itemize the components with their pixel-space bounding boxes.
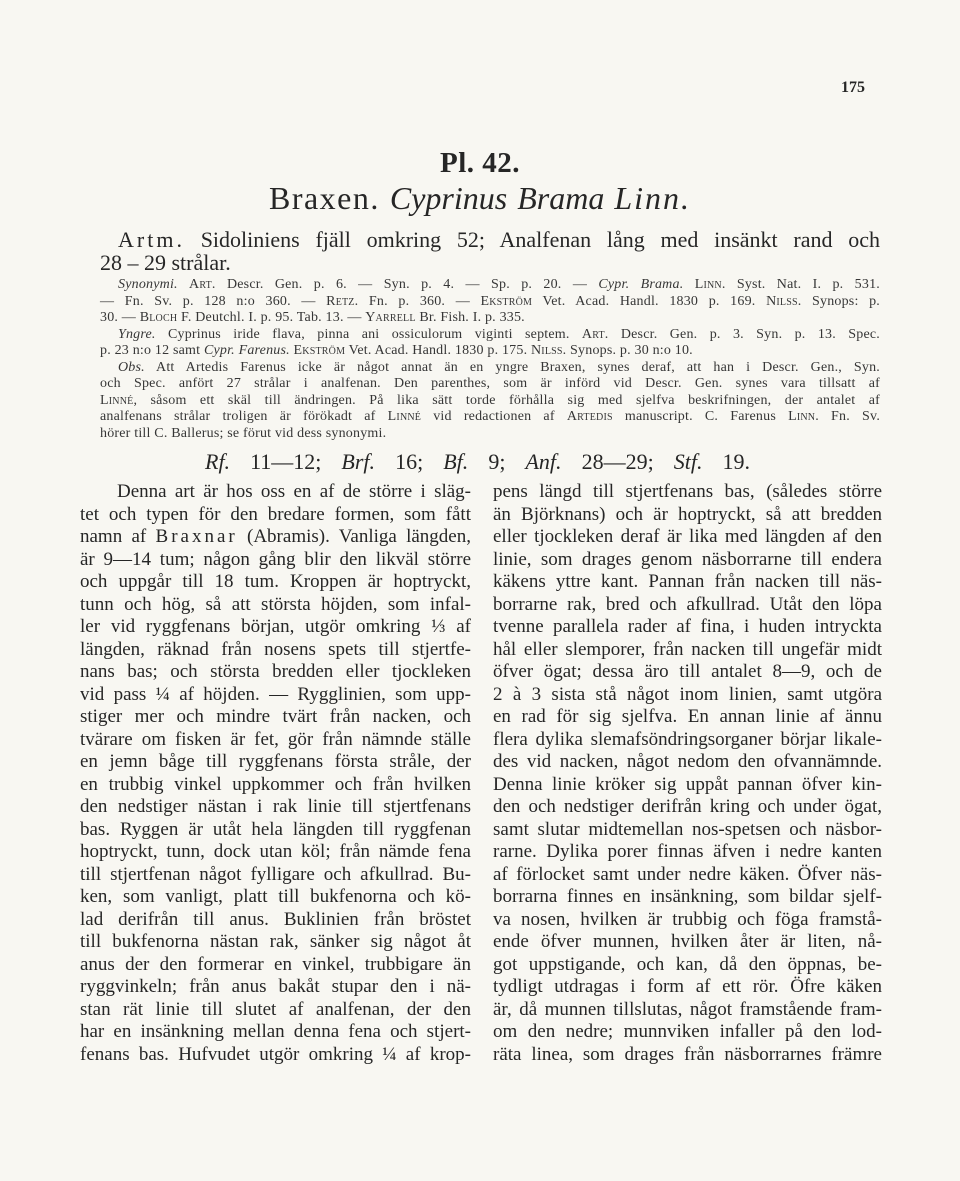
synonymy-line: hörer till C. Ballerus; se förut vid dess synonymi. bbox=[100, 425, 387, 441]
left-column-line: tunn och hög, så att största höjden, som infal- bbox=[80, 593, 471, 615]
italic-run: Cypr. Brama. bbox=[598, 277, 684, 292]
synonymy-line bbox=[100, 393, 880, 410]
right-column-line: samt slutar midtemellan nos-spetsen och näsbor- bbox=[493, 818, 882, 840]
text-run: 30. — bbox=[100, 310, 140, 325]
left-column-line: ryggvinkeln; från anus bakåt stupar den i nä- bbox=[80, 976, 471, 997]
text-run: Fn. p. 360. — bbox=[358, 293, 481, 309]
text-run bbox=[178, 277, 189, 292]
right-column-line: räta linea, som drages från näsborrarnes främre bbox=[493, 1043, 882, 1065]
page-number: 175 bbox=[841, 79, 865, 96]
left-column-line: bas. Ryggen är utåt hela längden till ryggfenan bbox=[80, 818, 471, 840]
text-run: — Fn. Sv. p. 128 n:o 360. — bbox=[100, 293, 327, 309]
text-run: Syst. Nat. I. p. 531. bbox=[725, 277, 880, 292]
left-column-line: den nedstiger nästan i rak linie till stjertfenans bbox=[80, 796, 471, 817]
left-column-line: Denna art är hos oss en af de större i släg- bbox=[117, 481, 471, 502]
small-caps-run: Linn. bbox=[788, 409, 819, 424]
right-column-line: va nosen, hvilken är trubbig och föga framstå- bbox=[493, 908, 882, 930]
left-column-line: ken, som vanligt, platt till bukfenorna och kö- bbox=[80, 886, 471, 907]
text-run: manuscript. C. Farenus bbox=[612, 409, 789, 424]
small-caps-run: Artedis bbox=[566, 409, 613, 424]
right-text-column bbox=[493, 481, 882, 1066]
text-run: namn af bbox=[80, 526, 156, 547]
synonymy-line bbox=[100, 310, 880, 327]
right-column-line: den och nedstiger derifrån kring och under ögat, bbox=[493, 796, 882, 817]
right-column-line: om den nedre; munnviken infaller på den lod- bbox=[493, 1021, 882, 1042]
fin-formula bbox=[205, 450, 750, 474]
text-run: 11—12; bbox=[230, 449, 342, 474]
left-column-line: nans bas; och största bredden eller tjockleken bbox=[80, 661, 471, 682]
text-run: Vet. Acad. Handl. 1830 p. 169. bbox=[532, 293, 767, 309]
small-caps-run: Linné bbox=[100, 392, 134, 408]
text-run: , såsom ett skäl till ändringen. På lika sätt torde förhålla sig med sjelfva beskrifningen, der antalet af bbox=[133, 392, 880, 408]
text-run: Fn. Sv. bbox=[818, 409, 881, 424]
synonymy-line bbox=[100, 360, 880, 377]
left-column-line: stiger mer och mindre tvärt från nacken, och bbox=[80, 706, 471, 727]
left-column-line: en trubbig vinkel uppkommer och från hvilken bbox=[80, 773, 471, 795]
right-column-line: borrarna finnes en insänkning, som bildar sjelf- bbox=[493, 886, 882, 907]
italic-run: Brf. bbox=[341, 449, 376, 474]
small-caps-run: Bloch bbox=[139, 310, 178, 325]
small-caps-run: Linn. bbox=[694, 277, 726, 292]
left-column-line: hoptryckt, tunn, dock utan köl; från nämde fena bbox=[80, 841, 471, 862]
small-caps-run: Ekström bbox=[480, 293, 533, 309]
left-column-line: till bukfenorna nästan rak, sänker sig något åt bbox=[80, 931, 471, 952]
italic-run: Yngre. bbox=[118, 326, 156, 342]
left-column-line: vid pass ¼ af höjden. — Rygglinien, som upp- bbox=[80, 683, 471, 705]
italic-run: Synonymi. bbox=[118, 277, 178, 292]
synonymy-line bbox=[100, 343, 880, 360]
text-run: 28—29; bbox=[561, 449, 674, 474]
right-column-line: got uppstigande, och kan, då den öppnas, be- bbox=[493, 953, 882, 975]
right-column-line: borrarne rak, bred och afkullrad. Utåt den löpa bbox=[493, 593, 882, 615]
authority: Linn. bbox=[614, 180, 692, 216]
plate-label: Pl. 42. bbox=[439, 147, 521, 179]
italic-run: Obs. bbox=[118, 359, 145, 375]
text-run bbox=[683, 277, 694, 292]
left-column-line: är 9—14 tum; någon gång blir den likväl större bbox=[80, 548, 471, 570]
left-column-line: till stjertfenan något fylligare och afkullrad. Bu- bbox=[80, 863, 471, 885]
small-caps-run: Yarrell bbox=[365, 310, 416, 325]
left-column-line: fenans bas. Hufvudet utgör omkring ¼ af krop- bbox=[80, 1043, 471, 1065]
spaced-run: Braxnar bbox=[155, 526, 238, 547]
text-run: vid redactionen af bbox=[421, 409, 567, 424]
text-run: Sidoliniens fjäll omkring 52; Analfenan lång med insänkt rand och bbox=[184, 227, 880, 252]
right-column-line: tydligt utdragas i form af ett rör. Öfre käken bbox=[493, 976, 882, 997]
common-name: Braxen. bbox=[268, 180, 380, 216]
synonymy-line bbox=[100, 409, 880, 426]
synonymy-line bbox=[100, 327, 880, 344]
right-column-line: hål eller slemporer, från nacken till ungefär midt bbox=[493, 638, 882, 660]
left-column-line: har en insänkning mellan denna fena och stjert- bbox=[80, 1021, 471, 1042]
synonymy-line bbox=[100, 277, 880, 294]
synonymy-line: och Spec. anfört 27 strålar i analfenan. Den parenthes, som är införd vid Descr. Gen. synes vara tillsatt af bbox=[100, 376, 880, 391]
text-run: p. 23 n:o 12 samt bbox=[100, 343, 204, 358]
right-column-line: öfver ögat; dessa äro till antalet 8—9, och de bbox=[493, 661, 882, 682]
right-column-line: än Björknans) och är hoptryckt, så att bredden bbox=[493, 503, 882, 525]
text-run: Att Artedis Farenus icke är något annat än en yngre Braxen, synes deraf, att han i Descr. Gen., Syn. bbox=[144, 359, 880, 375]
left-text-column bbox=[80, 481, 471, 1066]
italic-run: Rf. bbox=[205, 449, 231, 474]
right-column-line: flera dylika slemafsöndringsorganer börjar likale- bbox=[493, 728, 882, 750]
diagnosis-line bbox=[100, 228, 880, 251]
species-diagnosis bbox=[100, 228, 880, 274]
diagnosis-line: 28 – 29 strålar. bbox=[100, 250, 231, 275]
text-run: Synops. p. 30 n:o 10. bbox=[566, 343, 693, 358]
right-column-line: rarne. Dylika porer finnas äfven i nedre kanten bbox=[493, 841, 882, 862]
small-caps-run: Art. bbox=[189, 277, 216, 292]
italic-run: Anf. bbox=[525, 449, 562, 474]
right-column-line: en rad för sig sjelfva. En annan linie af ännu bbox=[493, 706, 882, 727]
latin-name: Cyprinus Brama bbox=[389, 180, 605, 216]
text-run: 19. bbox=[702, 449, 750, 474]
italic-run: Stf. bbox=[673, 449, 703, 474]
right-column-line: käkens yttre kant. Pannan från nacken till näs- bbox=[493, 571, 882, 592]
right-column-line: eller tjockleken deraf är lika med längden af den bbox=[493, 526, 882, 547]
left-column-line bbox=[80, 526, 471, 549]
small-caps-run: Nilss. bbox=[530, 343, 567, 358]
right-column-line: ende öfver munnen, hvilken åter är liten, nå- bbox=[493, 931, 882, 952]
left-column-line: ler vid ryggfenans början, utgör omkring ⅓ af bbox=[80, 616, 471, 637]
left-column-line: tet och typen för den bredare formen, som fått bbox=[80, 503, 471, 525]
right-column-line: linie, som drages genom näsborrarne till endera bbox=[493, 548, 882, 570]
right-column-line: des vid nacken, något nedom den ofvannämnde. bbox=[493, 751, 882, 772]
left-column-line: längden, räknad från nosens spets till stjertfe- bbox=[80, 638, 471, 660]
text-run: F. Deutchl. I. p. 95. Tab. 13. — bbox=[177, 310, 366, 325]
right-column-line: af förlocket samt under nedre käken. Öfver näs- bbox=[493, 863, 882, 885]
text-run: 9; bbox=[468, 449, 526, 474]
text-run: Descr. Gen. p. 3. Syn. p. 13. Spec. bbox=[608, 326, 880, 342]
italic-run: Cypr. Farenus. bbox=[203, 343, 290, 358]
species-heading bbox=[0, 180, 960, 216]
text-run: Br. Fish. I. p. 335. bbox=[415, 310, 525, 325]
small-caps-run: Art. bbox=[581, 326, 609, 342]
spaced-run: Artm. bbox=[118, 227, 185, 252]
left-column-line: stan rät linie till slutet af analfenan, der den bbox=[80, 998, 471, 1020]
right-column-line: 2 à 3 sista stå något inom linien, samt utgöra bbox=[493, 683, 882, 705]
text-run: Synops: p. bbox=[801, 293, 881, 309]
synonymy-block bbox=[100, 277, 880, 442]
right-column-line: pens längd till stjertfenans bas, (således större bbox=[493, 481, 882, 502]
text-run: Vet. Acad. Handl. 1830 p. 175. bbox=[345, 343, 531, 358]
small-caps-run: Nilss. bbox=[766, 293, 802, 309]
synonymy-line bbox=[100, 294, 880, 311]
left-column-line: och uppgår till 18 tum. Kroppen är hoptryckt, bbox=[80, 571, 471, 592]
right-column-line: tvenne parallela rader af fina, i huden intryckta bbox=[493, 616, 882, 637]
text-run: Descr. Gen. p. 6. — Syn. p. 4. — Sp. p. 20. — bbox=[215, 277, 599, 292]
text-run: Cyprinus iride flava, pinna ani ossiculorum viginti septem. bbox=[155, 326, 582, 342]
left-column-line: en jemn båge till ryggfenans första stråle, der bbox=[80, 751, 471, 772]
text-run: (Abramis). Vanliga längden, bbox=[237, 526, 471, 547]
small-caps-run: Retz. bbox=[326, 293, 359, 309]
left-column-line: lad derifrån till anus. Buklinien från bröstet bbox=[80, 908, 471, 930]
text-run: analfenans strålar troligen är förökadt af bbox=[100, 409, 388, 424]
italic-run: Bf. bbox=[443, 449, 469, 474]
small-caps-run: Linné bbox=[387, 409, 422, 424]
left-column-line: tvärare om fisken är fet, gör från nämnde ställe bbox=[80, 728, 471, 750]
left-column-line: anus der den formerar en vinkel, trubbigare än bbox=[80, 953, 471, 975]
right-column-line: Denna linie kröker sig uppåt pannan öfver kin- bbox=[493, 773, 882, 795]
text-run: 16; bbox=[375, 449, 444, 474]
small-caps-run: Ekström bbox=[293, 343, 346, 358]
right-column-line: är, då munnen tillslutas, något framstående fram- bbox=[493, 998, 882, 1020]
